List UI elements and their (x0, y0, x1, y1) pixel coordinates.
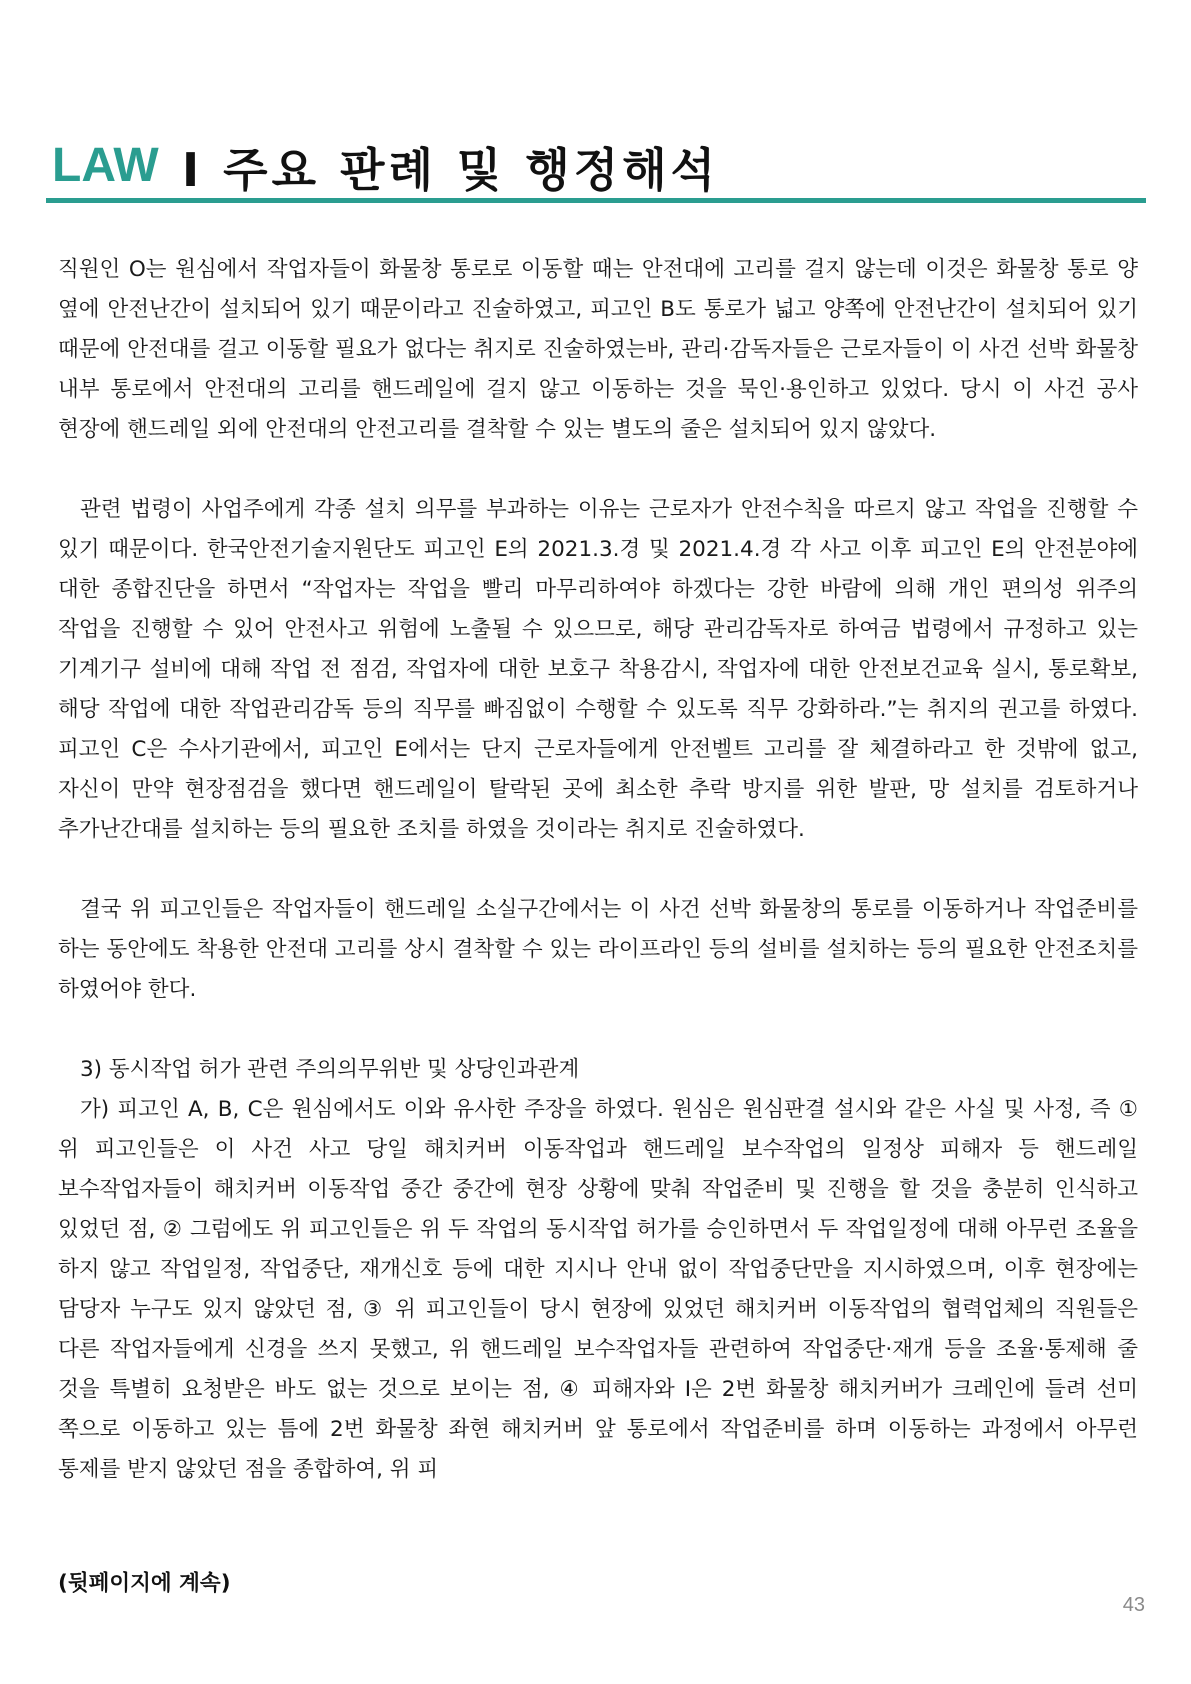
page-header (52, 126, 1142, 206)
paragraph-spacer (58, 850, 1138, 890)
page-title: I 주요 판례 및 행정해석 (182, 143, 720, 197)
continue-note: (뒷페이지에 계속) (58, 1571, 231, 1596)
paragraph-4: 가) 피고인 A, B, C은 원심에서도 이와 유사한 주장을 하였다. 원심은 원심판결 설시와 같은 사실 및 사정, 즉 ① 위 피고인들은 이 사건 사고 당일 해치커버 이동작업과 핸드레일 보수작업의 일정상 피해자 등 핸드레일 보수작업자들이 해치커버 이동작업 중간 중간에 현장 상황에 맞춰 작업준비 및 진행을 할 것을 충분히 인식하고 있었던 점, ② 그럼에도 위 피고인들은 위 두 작업의 동시작업 허가를 승인하면서 두 작업일정에 대해 아무런 조율을 하지 않고 작업일정, 작업중단, 재개신호 등에 대한 지시나 안내 없이 작업중단만을 지시하였으며, 이후 현장에는 담당자 누구도 있지 않았던 점, ③ 위 피고인들이 당시 현장에 있었던 해치커버 이동작업의 협력업체의 직원들은 다른 작업자들에게 신경을 쓰지 못했고, 위 핸드레일 보수작업자들 관련하여 작업중단·재개 등을 조율·통제해 줄 것을 특별히 요청받은 바도 없는 것으로 보이는 점, ④ 피해자와 I은 2번 화물창 해치커버가 크레인에 들려 선미 쪽으로 이동하고 있는 틈에 2번 화물창 좌현 해치커버 앞 통로에서 작업준비를 하며 이동하는 과정에서 아무런 통제를 받지 않았던 점을 종합하여, 위 피 (58, 1097, 1138, 1482)
document-body (58, 250, 1138, 1490)
paragraph-2: 관련 법령이 사업주에게 각종 설치 의무를 부과하는 이유는 근로자가 안전수칙을 따르지 않고 작업을 진행할 수 있기 때문이다. 한국안전기술지원단도 피고인 E의 2021.3.경 및 2021.4.경 각 사고 이후 피고인 E의 안전분야에 대한 종합진단을 하면서 “작업자는 작업을 빨리 마무리하여야 하겠다는 강한 바람에 의해 개인 편의성 위주의 작업을 진행할 수 있어 안전사고 위험에 노출될 수 있으므로, 해당 관리감독자로 하여금 법령에서 규정하고 있는 기계기구 설비에 대해 작업 전 점검, 작업자에 대한 보호구 착용감시, 작업자에 대한 안전보건교육 실시, 통로확보, 해당 작업에 대한 작업관리감독 등의 직무를 빠짐없이 수행할 수 있도록 직무 강화하라.”는 취지의 권고를 하였다. 피고인 C은 수사기관에서, 피고인 E에서는 단지 근로자들에게 안전벨트 고리를 잘 체결하라고 한 것밖에 없고, 자신이 만약 현장점검을 했다면 핸드레일이 탈락된 곳에 최소한 추락 방지를 위한 발판, 망 설치를 검토하거나 추가난간대를 설치하는 등의 필요한 조치를 하였을 것이라는 취지로 진술하였다. (58, 497, 1138, 842)
paragraph-1: 직원인 O는 원심에서 작업자들이 화물창 통로로 이동할 때는 안전대에 고리를 걸지 않는데 이것은 화물창 통로 양 옆에 안전난간이 설치되어 있기 때문이라고 진술하였고, 피고인 B도 통로가 넓고 양쪽에 안전난간이 설치되어 있기 때문에 안전대를 걸고 이동할 필요가 없다는 취지로 진술하였는바, 관리·감독자들은 근로자들이 이 사건 선박 화물창 내부 통로에서 안전대의 고리를 핸드레일에 걸지 않고 이동하는 것을 묵인·용인하고 있었다. 당시 이 사건 공사 현장에 핸드레일 외에 안전대의 안전고리를 결착할 수 있는 별도의 줄은 설치되어 있지 않았다. (58, 257, 1138, 442)
paragraph-spacer (58, 450, 1138, 490)
section-label: LAW (52, 139, 159, 192)
header-divider (46, 198, 1146, 203)
paragraph-3: 결국 위 피고인들은 작업자들이 핸드레일 소실구간에서는 이 사건 선박 화물창의 통로를 이동하거나 작업준비를 하는 동안에도 착용한 안전대 고리를 상시 결착할 수 있는 라이프라인 등의 설비를 설치하는 등의 필요한 안전조치를 하였어야 한다. (58, 897, 1138, 1002)
page-number: 43 (1122, 1594, 1145, 1616)
paragraph-spacer (58, 1010, 1138, 1050)
subsection-heading: 3) 동시작업 허가 관련 주의의무위반 및 상당인과관계 (80, 1057, 580, 1082)
